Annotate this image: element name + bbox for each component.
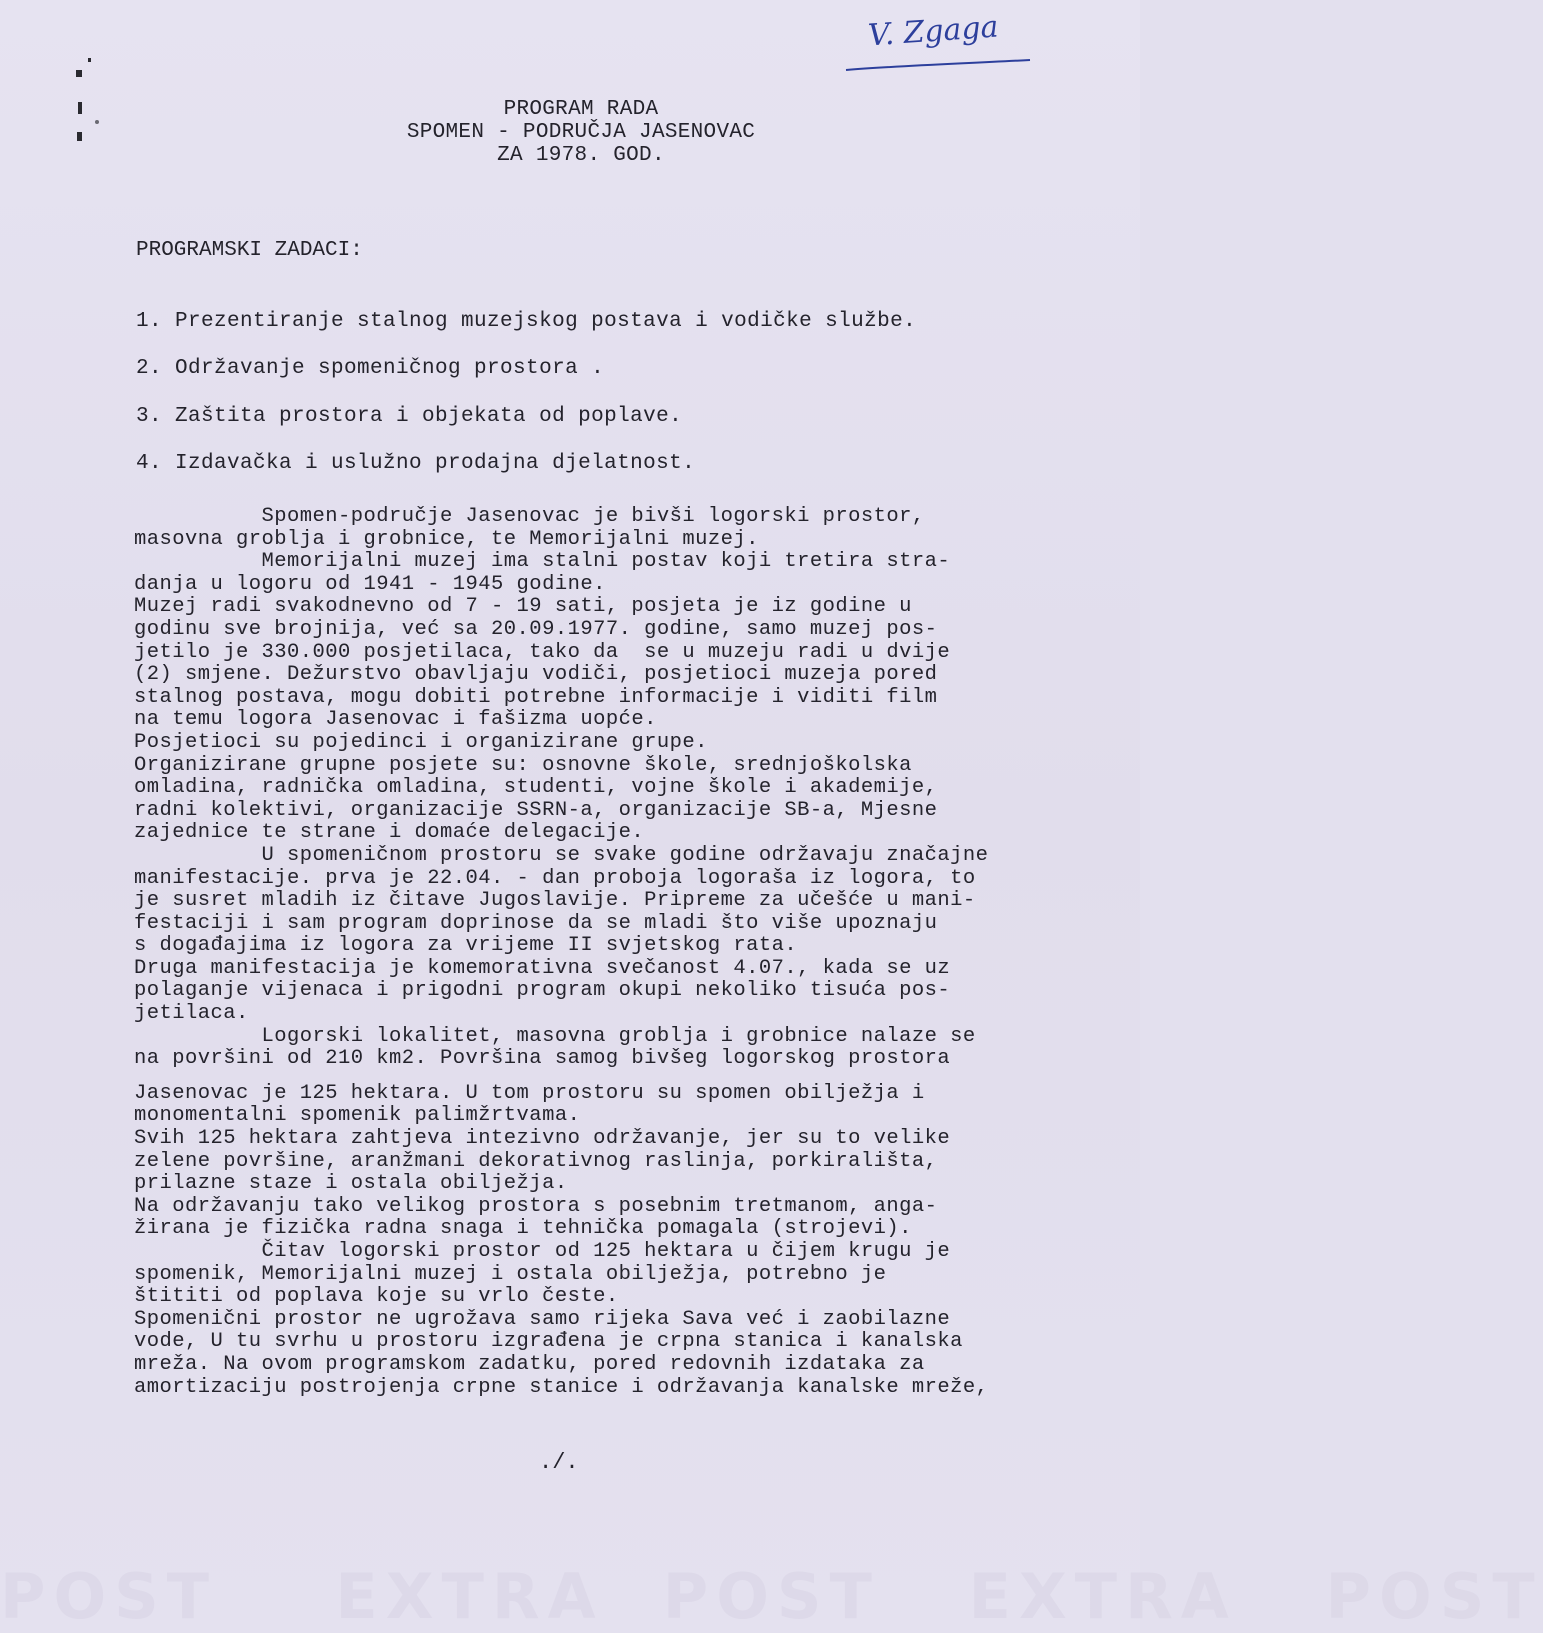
text-line: amortizaciju postrojenja crpne stanice i održavanja kanalske mreže, bbox=[134, 1375, 989, 1399]
text-line: stalnog postava, mogu dobiti potrebne informacije i viditi film bbox=[134, 685, 938, 709]
tasks-title: PROGRAMSKI ZADACI: bbox=[136, 239, 363, 262]
heading-line-1: PROGRAM RADA bbox=[503, 98, 659, 121]
task-item: 1. Prezentiranje stalnog muzejskog postava i vodičke službe. bbox=[136, 310, 917, 333]
text-line: manifestacije. prva je 22.04. - dan proboja logoraša iz logora, to bbox=[134, 866, 976, 890]
text-line: prilazne staze i ostala obilježja. bbox=[134, 1172, 568, 1196]
text-line: Jasenovac je 125 hektara. U tom prostoru su spomen obilježja i bbox=[134, 1081, 925, 1105]
text-line: Spomen-područje Jasenovac je bivši logorski prostor, bbox=[134, 505, 925, 528]
document-heading bbox=[0, 98, 1140, 167]
text-line: U spomeničnom prostoru se svake godine održavaju značajne bbox=[134, 843, 989, 867]
text-line: na temu logora Jasenovac i fašizma uopće. bbox=[134, 708, 657, 732]
text-line: vode, U tu svrhu u prostoru izgrađena je crpna stanica i kanalska bbox=[134, 1330, 963, 1354]
heading-line-3: ZA 1978. GOD. bbox=[497, 144, 665, 167]
text-line: festaciji i sam program doprinose da se mladi što više upoznaju bbox=[134, 911, 938, 935]
text-line: jetilo je 330.000 posjetilaca, tako da se u muzeju radi u dvije bbox=[134, 640, 951, 664]
text-line: Organizirane grupne posjete su: osnovne škole, srednjoškolska bbox=[134, 753, 912, 777]
page-continuation-marker: ./. bbox=[539, 1450, 579, 1475]
text-line: Logorski lokalitet, masovna groblja i grobnice nalaze se bbox=[134, 1024, 976, 1048]
text-line: Spomenični prostor ne ugrožava samo rijeka Sava već i zaobilazne bbox=[134, 1307, 951, 1331]
text-line: žirana je fizička radna snaga i tehnička pomagala (strojevi). bbox=[134, 1217, 912, 1241]
text-line: polaganje vijenaca i prigodni program okupi nekoliko tisuća pos- bbox=[134, 979, 951, 1003]
task-item: 4. Izdavačka i uslužno prodajna djelatnost. bbox=[136, 452, 696, 475]
text-line: spomenik, Memorijalni muzej i ostala obilježja, potrebno je bbox=[134, 1262, 887, 1286]
signature-underline bbox=[844, 40, 1034, 80]
task-item: 3. Zaštita prostora i objekata od poplave. bbox=[136, 405, 683, 428]
text-line: danja u logoru od 1941 - 1945 godine. bbox=[134, 572, 606, 596]
text-line: Svih 125 hektara zahtjeva intezivno održavanje, jer su to velike bbox=[134, 1127, 951, 1151]
paper-watermark: POST EXTRA POST EXTRA POST bbox=[0, 1560, 1543, 1633]
text-line: monomentalni spomenik palimžrtvama. bbox=[134, 1104, 581, 1128]
text-line: zajednice te strane i domaće delegacije. bbox=[134, 821, 645, 845]
text-line: mreža. Na ovom programskom zadatku, pored redovnih izdataka za bbox=[134, 1352, 925, 1376]
heading-line-2: SPOMEN - PODRUČJA JASENOVAC bbox=[406, 121, 756, 144]
text-line: Posjetioci su pojedinci i organizirane grupe. bbox=[134, 730, 708, 754]
handwritten-signature: V. Zgaga bbox=[866, 9, 1000, 54]
text-line: (2) smjene. Dežurstvo obavljaju vodiči, posjetioci muzeja pored bbox=[134, 663, 938, 687]
text-line: jetilaca. bbox=[134, 1002, 249, 1026]
text-line: Memorijalni muzej ima stalni postav koji tretira stra- bbox=[134, 550, 951, 574]
text-line: štititi od poplava koje su vrlo česte. bbox=[134, 1285, 619, 1309]
text-line: je susret mladih iz čitave Jugoslavije. Pripreme za učešće u mani- bbox=[134, 889, 976, 913]
body-text bbox=[134, 506, 988, 1399]
text-line: radni kolektivi, organizacije SSRN-a, organizacije SB-a, Mjesne bbox=[134, 798, 938, 822]
task-item: 2. Održavanje spomeničnog prostora . bbox=[136, 357, 605, 380]
text-line: Druga manifestacija je komemorativna svečanost 4.07., kada se uz bbox=[134, 956, 951, 980]
text-line: omladina, radnička omladina, studenti, vojne škole i akademije, bbox=[134, 776, 938, 800]
text-line: godinu sve brojnija, već sa 20.09.1977. godine, samo muzej pos- bbox=[134, 617, 938, 641]
text-line: Na održavanju tako velikog prostora s posebnim tretmanom, anga- bbox=[134, 1194, 938, 1218]
text-line: na površini od 210 km2. Površina samog bivšeg logorskog prostora bbox=[134, 1047, 951, 1071]
text-line: Muzej radi svakodnevno od 7 - 19 sati, posjeta je iz godine u bbox=[134, 595, 912, 619]
text-line: masovna groblja i grobnice, te Memorijalni muzej. bbox=[134, 527, 759, 551]
text-line: Čitav logorski prostor od 125 hektara u čijem krugu je bbox=[134, 1240, 951, 1263]
text-line: s događajima iz logora za vrijeme II svjetskog rata. bbox=[134, 934, 798, 958]
text-line: zelene površine, aranžmani dekorativnog raslinja, porkirališta, bbox=[134, 1149, 938, 1173]
